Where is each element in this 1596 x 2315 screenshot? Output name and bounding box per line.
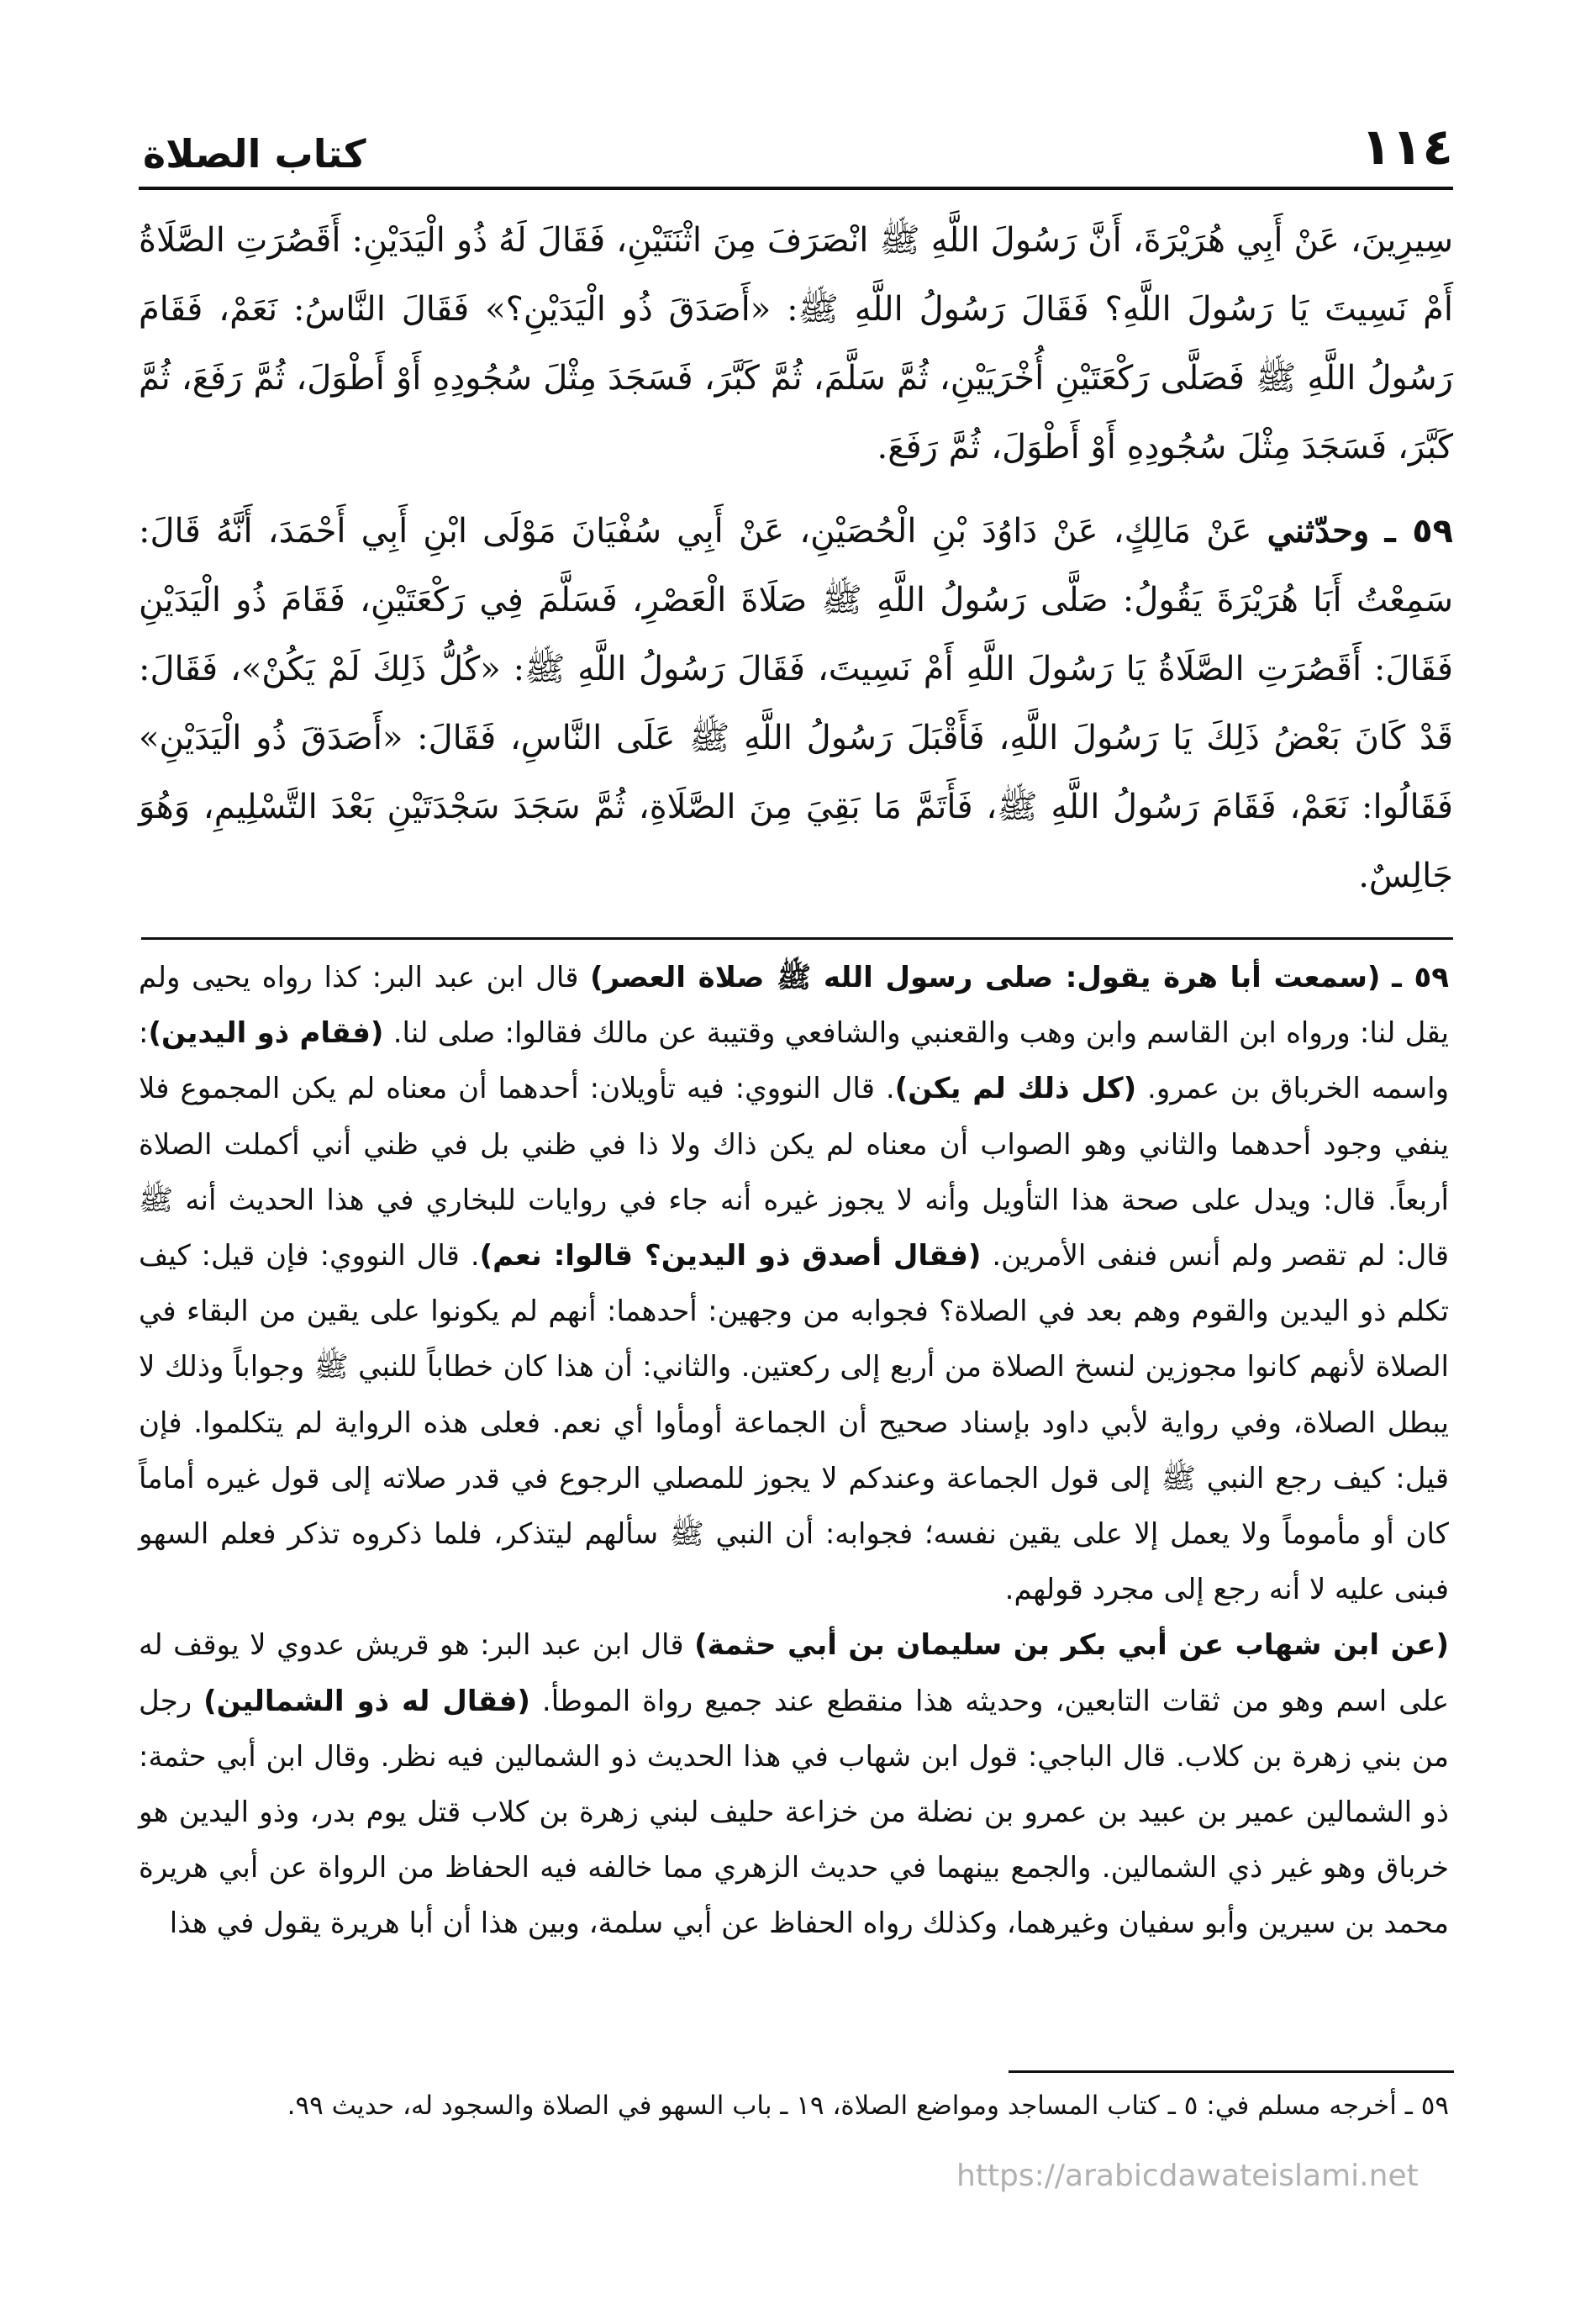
page-number: ١١٤ <box>1361 118 1453 177</box>
hadith-number: ٥٩ ـ <box>1384 512 1454 551</box>
commentary-quote: (فقال له ذو الشمالين) <box>203 1684 530 1718</box>
commentary-quote: (سمعت أبا هرة يقول: صلى رسول الله ﷺ صلاة العصر) <box>590 961 1381 994</box>
commentary-text: قال ابن عبد البر: هو قريش عدوي لا يوقف له على اسم وهو من ثقات التابعين، وحديثه هذا منقطع عند جميع رواة الموطأ. <box>139 1628 1449 1718</box>
commentary-text: : واسمه الخرباق بن عمرو. <box>139 1016 1449 1106</box>
commentary-quote: (كل ذلك لم يكن) <box>894 1072 1137 1106</box>
commentary-text: قال ابن عبد البر: كذا رواه يحيى ولم يقل لنا: ورواه ابن القاسم وابن وهب والقعنبي والشافعي وقتيبة عن مالك فقالوا: صلى لنا. <box>139 961 1449 1051</box>
hadith-paragraph-1: سِيرِينَ، عَنْ أَبِي هُرَيْرَةَ، أَنَّ رَسُولَ اللَّهِ ﷺ انْصَرَفَ مِنَ اثْنَتَيْنِ، فَقَالَ لَهُ ذُو الْيَدَيْنِ: أَقَصُرَتِ الصَّلَاةُ أَمْ نَسِيتَ يَا رَسُولَ اللَّهِ؟ فَقَالَ رَسُولُ اللَّهِ ﷺ: «أَصَدَقَ ذُو الْيَدَيْنِ؟» فَقَالَ النَّاسُ: نَعَمْ، فَقَامَ رَسُولُ اللَّهِ ﷺ فَصَلَّى رَكْعَتَيْنِ أُخْرَيَيْنِ، ثُمَّ سَلَّمَ، ثُمَّ كَبَّرَ، فَسَجَدَ مِثْلَ سُجُودِهِ أَوْ أَطْوَلَ، ثُمَّ رَفَعَ، ثُمَّ كَبَّرَ، فَسَجَدَ مِثْلَ سُجُودِهِ أَوْ أَطْوَلَ، ثُمَّ رَفَعَ. <box>139 221 1453 467</box>
footnote-rule <box>1009 2070 1454 2073</box>
commentary-quote: (فقام ذو اليدين) <box>148 1016 384 1051</box>
commentary <box>139 950 1449 1952</box>
commentary-paragraph-2 <box>139 1617 1449 1951</box>
commentary-rule <box>141 937 1453 940</box>
page-header <box>143 109 1453 177</box>
footnote: ٥٩ ـ أخرجه مسلم في: ٥ ـ كتاب المساجد ومواضع الصلاة، ١٩ ـ باب السهو في الصلاة والسجود له، حديث ٩٩. <box>287 2091 1449 2121</box>
commentary-text: رجل من بني زهرة بن كلاب. قال الباجي: قول ابن شهاب في هذا الحديث ذو الشمالين فيه نظر. وقال ابن أبي حثمة: ذو الشمالين عمير بن عبيد بن عمرو بن نضلة من خزاعة حليف لبني زهرة بن كلاب قتل يوم بدر، وذو اليدين هو خرباق وهو غير ذي الشمالين. والجمع بينهما في حديث الزهري مما خالفه فيه الحفاظ من الرواة عن أبي هريرة محمد بن سيرين وأبو سفيان وغيرهما، وكذلك رواه الحفاظ عن أبي سلمة، وبين هذا أن أبا هريرة يقول في هذا <box>139 1684 1449 1941</box>
header-rule <box>139 187 1453 190</box>
commentary-number: ٥٩ ـ <box>1392 961 1449 994</box>
commentary-quote: (فقال أصدق ذو اليدين؟ قالوا: نعم) <box>479 1239 982 1274</box>
book-title: كتاب الصلاة <box>143 131 366 177</box>
commentary-quote: (عن ابن شهاب عن أبي بكر بن سليمان بن أبي حثمة) <box>694 1628 1450 1663</box>
hadith-lead-word: وحدّثني <box>1267 511 1370 551</box>
hadith-text <box>139 206 1453 925</box>
commentary-text: . قال النووي: فيه تأويلان: أحدهما أن معناه لم يكن المجموع فلا ينفي وجود أحدهما والثاني وهو الصواب أن معناه لم يكن ذاك ولا ذا في ظني بل في ظني أني أكملت الصلاة أربعاً. قال: ويدل على صحة هذا التأويل وأنه لا يجوز غيره أنه جاء في روايات للبخاري في هذا الحديث أنه ﷺ قال: لم تقصر ولم أنس فنفى الأمرين. <box>139 1072 1449 1274</box>
watermark-url: https://arabicdawateislami.net <box>956 2159 1419 2193</box>
commentary-text: . قال النووي: فإن قيل: كيف تكلم ذو اليدين والقوم وهم بعد في الصلاة؟ فجوابه من وجهين: أحدهما: أنهم لم يكونوا على يقين من البقاء في الصلاة لأنهم كانوا مجوزين لنسخ الصلاة من أربع إلى ركعتين. والثاني: أن هذا كان خطاباً للنبي ﷺ وجواباً وذلك لا يبطل الصلاة، وفي رواية لأبي داود بإسناد صحيح أن الجماعة أومأوا أي نعم. فعلى هذه الرواية لم يتكلموا. فإن قيل: كيف رجع النبي ﷺ إلى قول الجماعة وعندكم لا يجوز للمصلي الرجوع في قدر صلاته إلى قول غيره أماماً كان أو مأموماً ولا يعمل إلا على يقين نفسه؛ فجوابه: أن النبي ﷺ سألهم ليتذكر، فلما ذكروه تذكر فعلم السهو فبنى عليه لا أنه رجع إلى مجرد قولهم. <box>139 1239 1449 1607</box>
hadith-body: عَنْ مَالِكٍ، عَنْ دَاوُدَ بْنِ الْحُصَيْنِ، عَنْ أَبِي سُفْيَانَ مَوْلَى ابْنِ أَبِي أَحْمَدَ، أَنَّهُ قَالَ: سَمِعْتُ أَبَا هُرَيْرَةَ يَقُولُ: صَلَّى رَسُولُ اللَّهِ ﷺ صَلَاةَ الْعَصْرِ، فَسَلَّمَ فِي رَكْعَتَيْنِ، فَقَامَ ذُو الْيَدَيْنِ فَقَالَ: أَقَصُرَتِ الصَّلَاةُ يَا رَسُولَ اللَّهِ أَمْ نَسِيتَ، فَقَالَ رَسُولُ اللَّهِ ﷺ: «كُلُّ ذَلِكَ لَمْ يَكُنْ»، فَقَالَ: قَدْ كَانَ بَعْضُ ذَلِكَ يَا رَسُولَ اللَّهِ، فَأَقْبَلَ رَسُولُ اللَّهِ ﷺ عَلَى النَّاسِ، فَقَالَ: «أَصَدَقَ ذُو الْيَدَيْنِ» فَقَالُوا: نَعَمْ، فَقَامَ رَسُولُ اللَّهِ ﷺ، فَأَتَمَّ مَا بَقِيَ مِنَ الصَّلَاةِ، ثُمَّ سَجَدَ سَجْدَتَيْنِ بَعْدَ التَّسْلِيمِ، وَهُوَ جَالِسٌ. <box>139 512 1453 895</box>
hadith-paragraph-2 <box>139 497 1453 910</box>
commentary-paragraph-1 <box>139 950 1449 1617</box>
